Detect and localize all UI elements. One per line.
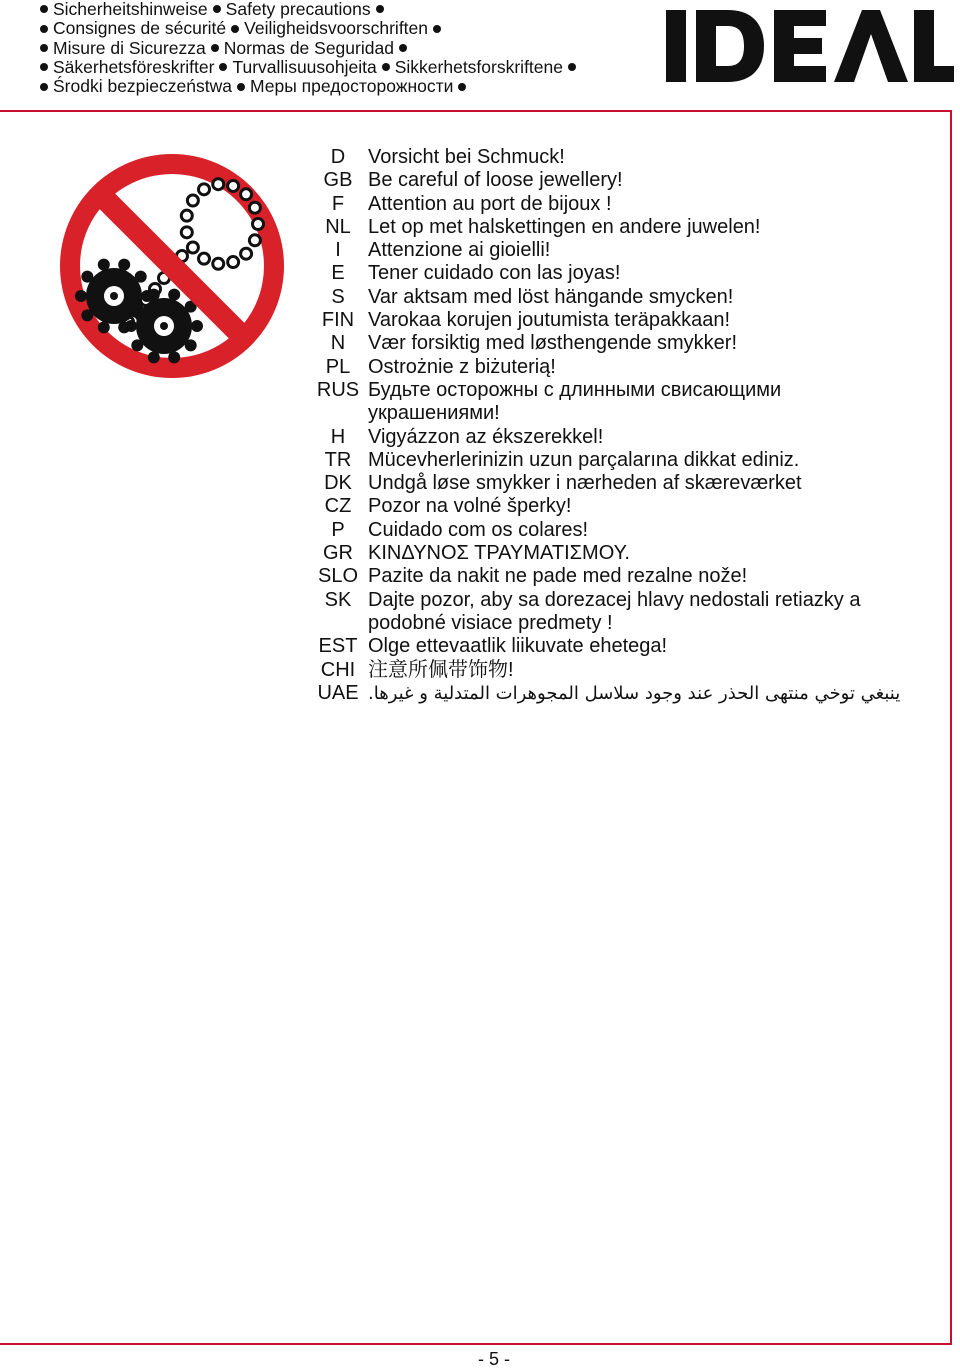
warning-text: Mücevherlerinizin uzun parçalarına dikkat ediniz. xyxy=(368,448,800,471)
warning-row xyxy=(308,589,908,636)
warning-row xyxy=(308,449,908,472)
warning-text: Var aktsam med löst hängande smycken! xyxy=(368,285,734,308)
header-line xyxy=(40,77,660,96)
language-code: SLO xyxy=(317,565,359,588)
header-line xyxy=(40,19,660,38)
header-title: Turvallisuusohjeita xyxy=(232,56,377,77)
frame-right-line xyxy=(950,110,952,1345)
warning-row xyxy=(308,519,908,542)
header-title: Misure di Sicurezza xyxy=(53,37,206,58)
warning-text: Tener cuidado con las joyas! xyxy=(368,262,621,285)
language-code: GB xyxy=(323,169,353,192)
warning-row xyxy=(308,239,908,262)
language-code: GR xyxy=(323,542,353,565)
warning-row xyxy=(308,286,908,309)
language-code: CZ xyxy=(324,495,352,518)
header-title: Normas de Seguridad xyxy=(223,37,394,58)
warning-row xyxy=(308,332,908,355)
warning-text: 注意所佩带饰物! xyxy=(368,658,514,681)
language-code: CHI xyxy=(320,658,356,681)
warning-text: Будьте осторожны с длинными свисающими украшениями! xyxy=(368,378,782,425)
warning-text: Ostrożnie z biżuterią! xyxy=(368,355,556,378)
warning-row xyxy=(308,495,908,518)
language-code: UAE xyxy=(317,681,359,704)
warning-text: Pozor na volné šperky! xyxy=(368,495,572,518)
warning-text: Be careful of loose jewellery! xyxy=(368,169,623,192)
warning-text: Varokaa korujen joutumista teräpakkaan! xyxy=(368,309,731,332)
warning-row xyxy=(308,146,908,169)
bullet-icon xyxy=(399,44,407,52)
header-title: Меры предосторожности xyxy=(249,76,454,97)
header-title: Środki bezpieczeństwa xyxy=(53,76,232,97)
warning-row xyxy=(308,379,908,426)
language-code: RUS xyxy=(316,378,360,401)
language-code: EST xyxy=(318,635,358,658)
warning-row xyxy=(308,635,908,658)
header-title: Consignes de sécurité xyxy=(53,18,227,39)
language-code: SK xyxy=(324,588,352,611)
warning-text: Undgå løse smykker i nærheden af skæreværket xyxy=(368,472,802,495)
bullet-icon xyxy=(237,83,245,91)
warning-text: Vigyázzon az ékszerekkel! xyxy=(368,425,604,448)
header-title: Safety precautions xyxy=(225,0,371,19)
language-code: PL xyxy=(325,355,351,378)
language-code: H xyxy=(330,425,346,448)
language-code: DK xyxy=(324,472,352,495)
warning-text: Vær forsiktig med løsthengende smykker! xyxy=(368,332,738,355)
header-line xyxy=(40,39,660,58)
language-code: S xyxy=(331,285,345,308)
warning-text: Let op met halskettingen en andere juwelen! xyxy=(368,215,761,238)
bullet-icon xyxy=(213,5,221,13)
safety-warning-list xyxy=(308,146,908,705)
language-code: F xyxy=(331,192,345,215)
bullet-icon xyxy=(458,83,466,91)
warning-row xyxy=(308,193,908,216)
page-number: - 5 - xyxy=(477,1349,510,1369)
warning-text: Attenzione ai gioielli! xyxy=(368,239,551,262)
warning-row xyxy=(308,659,908,682)
language-code: FIN xyxy=(321,309,355,332)
bullet-icon xyxy=(231,25,239,33)
bullet-icon xyxy=(40,83,48,91)
bullet-icon xyxy=(40,44,48,52)
warning-row xyxy=(308,565,908,588)
language-code: N xyxy=(330,332,346,355)
header-title: Veiligheidsvoorschriften xyxy=(244,18,429,39)
warning-row xyxy=(308,356,908,379)
bullet-icon xyxy=(40,25,48,33)
header-title: Säkerhetsföreskrifter xyxy=(53,56,215,77)
ideal-logo xyxy=(666,10,954,82)
warning-text: Pazite da nakit ne pade med rezalne nože! xyxy=(368,565,748,588)
language-code: P xyxy=(331,518,345,541)
language-code: I xyxy=(335,239,341,262)
frame-top-line xyxy=(0,110,952,112)
header-precautions xyxy=(40,0,660,96)
language-code: E xyxy=(331,262,345,285)
warning-text: Dajte pozor, aby sa dorezacej hlavy nedostali retiazky a podobné visiace predmety ! xyxy=(368,588,861,634)
warning-row xyxy=(308,216,908,239)
bullet-icon xyxy=(40,63,48,71)
warning-text: Olge ettevaatlik liikuvate ehetega! xyxy=(368,635,668,658)
warning-row xyxy=(308,262,908,285)
language-code: TR xyxy=(324,448,352,471)
warning-row xyxy=(308,542,908,565)
frame-bottom-line xyxy=(0,1343,952,1345)
language-code: D xyxy=(330,146,346,168)
header-title: Sikkerhetsforskriftene xyxy=(394,56,563,77)
warning-row xyxy=(308,309,908,332)
bullet-icon xyxy=(219,63,227,71)
bullet-icon xyxy=(40,5,48,13)
warning-text: Cuidado com os colares! xyxy=(368,518,589,541)
no-loose-jewellery-prohibition-icon xyxy=(52,146,292,386)
warning-text: Vorsicht bei Schmuck! xyxy=(368,146,565,168)
warning-text: Attention au port de bijoux ! xyxy=(368,192,612,215)
bullet-icon xyxy=(376,5,384,13)
warning-text: ΚΙΝΔΥΝΟΣ ΤΡΑΥΜΑΤΙΣΜΟΥ. xyxy=(368,542,630,565)
warning-text: ينبغي توخي منتهى الحذر عند وجود سلاسل المجوهرات المتدلية و غيرها. xyxy=(368,682,901,704)
bullet-icon xyxy=(382,63,390,71)
header-line xyxy=(40,0,660,19)
warning-row xyxy=(308,682,908,705)
bullet-icon xyxy=(211,44,219,52)
bullet-icon xyxy=(568,63,576,71)
warning-row xyxy=(308,169,908,192)
warning-row xyxy=(308,426,908,449)
header-line xyxy=(40,58,660,77)
header-title: Sicherheitshinweise xyxy=(53,0,208,19)
warning-row xyxy=(308,472,908,495)
language-code: NL xyxy=(325,215,351,238)
bullet-icon xyxy=(433,25,441,33)
